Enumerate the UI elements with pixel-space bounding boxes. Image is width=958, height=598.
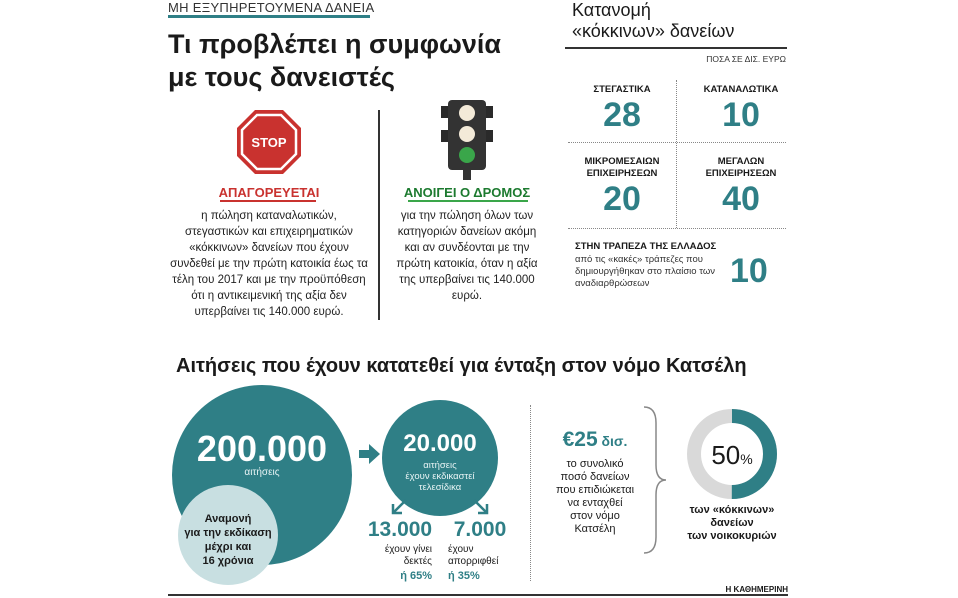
total-applications-value: 200.000: [196, 428, 328, 469]
waiting-line-1: Αναμονή: [204, 513, 252, 525]
rejected-value: 7.000: [453, 518, 507, 541]
grid-divider-horizontal-bottom: [568, 228, 786, 229]
headline-line-1: Τι προβλέπει η συμφωνία: [168, 29, 501, 59]
section-divider: [530, 405, 531, 581]
go-title-underline: [408, 200, 528, 202]
amount-unit: δισ.: [597, 433, 628, 449]
headline-line-2: με τους δανειστές: [168, 62, 395, 92]
distribution-title-line-1: Κατανομή: [572, 0, 651, 20]
stop-sign-text: STOP: [251, 135, 287, 150]
amount-number: €25: [562, 428, 598, 451]
cell-label-line-1: ΜΕΓΑΛΩΝ: [717, 156, 765, 167]
amount-value: [545, 428, 645, 452]
curly-brace-icon: [638, 405, 668, 555]
waiting-text: [178, 512, 278, 568]
grid-divider-horizontal: [568, 142, 786, 143]
cell-label-line-2: ΕΠΙΧΕΙΡΗΣΕΩΝ: [586, 168, 658, 179]
arrow-right-icon: [357, 442, 381, 466]
amount-text: [545, 458, 645, 536]
traffic-light-icon: [441, 100, 493, 180]
rejected-label-line-2: απορριφθεί: [448, 556, 499, 567]
cell-value: 10: [722, 96, 760, 134]
accepted-label-line-2: δεκτές: [403, 556, 432, 567]
amount-line-3: που επιδιώκεται: [555, 484, 635, 496]
cell-value: 40: [722, 180, 760, 218]
stop-title: ΑΠΑΓΟΡΕΥΕΤΑΙ: [218, 185, 320, 200]
section-kicker: ΜΗ ΕΞΥΠΗΡΕΤΟΥΜΕΝΑ ΔΑΝΕΙΑ: [168, 0, 375, 15]
amount-line-5: στον νόμο: [570, 510, 620, 522]
arrow-down-left-icon: [390, 498, 408, 516]
column-divider: [378, 110, 380, 320]
share-unit: %: [740, 451, 753, 467]
share-text: [672, 504, 792, 543]
share-value: [686, 440, 778, 471]
judged-applications-value: 20.000: [403, 430, 477, 457]
rejected-label-line-1: έχουν: [448, 544, 474, 555]
distribution-rule: [565, 47, 787, 49]
judged-applications-label: [382, 460, 498, 493]
bank-value: 10: [730, 252, 768, 290]
stop-sign-icon: [235, 108, 303, 176]
distribution-cell-consumer: [686, 84, 796, 135]
judged-label-line-2: έχουν εκδικαστεί: [405, 471, 475, 482]
share-line-2: δανείων: [710, 517, 754, 529]
share-number: 50: [711, 440, 741, 470]
accepted-percent: ή 65%: [400, 570, 432, 582]
amount-line-2: ποσό δανείων: [560, 471, 630, 483]
distribution-cell-large: [686, 156, 796, 219]
kicker-underline: [168, 15, 370, 18]
judged-label-line-1: αιτήσεις: [423, 460, 457, 471]
distribution-title-line-2: «κόκκινων» δανείων: [572, 21, 735, 41]
source-credit: Η ΚΑΘΗΜΕΡΙΝΗ: [680, 585, 788, 594]
share-line-3: των νοικοκυριών: [687, 530, 777, 542]
amount-line-1: το συνολικό: [566, 458, 624, 470]
distribution-cell-housing: [568, 84, 676, 135]
cell-value: 20: [603, 180, 641, 218]
grid-divider-vertical: [676, 80, 677, 228]
waiting-line-4: 16 χρόνια: [202, 555, 254, 567]
amount-line-4: να ενταχθεί: [567, 497, 623, 509]
go-title: ΑΝΟΙΓΕΙ Ο ΔΡΟΜΟΣ: [403, 185, 531, 200]
distribution-unit: ΠΟΣΑ ΣΕ ΔΙΣ. ΕΥΡΩ: [706, 54, 786, 64]
cell-label: ΣΤΕΓΑΣΤΙΚΑ: [593, 84, 651, 95]
bank-label: ΣΤΗΝ ΤΡΑΠΕΖΑ ΤΗΣ ΕΛΛΑΔΟΣ: [575, 241, 717, 252]
rejected-percent: ή 35%: [448, 570, 480, 582]
footer-rule: [168, 594, 788, 596]
accepted-label: [362, 544, 438, 568]
waiting-line-3: μέχρι και: [204, 541, 252, 553]
amount-line-6: Κατσέλη: [574, 523, 616, 535]
arrow-down-right-icon: [472, 498, 490, 516]
cell-value: 28: [603, 96, 641, 134]
cell-label-line-2: ΕΠΙΧΕΙΡΗΣΕΩΝ: [705, 168, 777, 179]
distribution-title: [572, 0, 734, 42]
waiting-line-2: για την εκδίκαση: [184, 527, 272, 539]
accepted-value: 13.000: [367, 518, 433, 541]
go-text: για την πώληση όλων των κατηγοριών δανείων ακόμη και αν συνδέονται με την πρώτη κατοικία, όταν η αξία της υπερβαίνει τις 140.000 ευρώ.: [396, 210, 538, 302]
rejected-label: [448, 544, 518, 568]
accepted-label-line-1: έχουν γίνει: [384, 544, 432, 555]
stop-text: η πώληση καταναλωτικών, στεγαστικών και επιχειρηματικών «κόκκινων» δανείων που έχουν συνδεθεί με την πρώτη κατοικία έως τα τέλη του 2017 και με την προϋπόθεση ότι η αντικειμενική της αξία δεν υπερβαίνει τις 140.000 ευρώ.: [170, 210, 368, 318]
page-title: [168, 28, 528, 94]
katseli-section-title: Αιτήσεις που έχουν κατατεθεί για ένταξη στον νόμο Κατσέλη: [176, 355, 747, 377]
bank-description: από τις «κακές» τράπεζες που δημιουργήθηκαν στο πλαίσιο των αναδιαρθρώσεων: [575, 254, 716, 289]
judged-label-line-3: τελεσίδικα: [418, 482, 462, 493]
cell-label-line-1: ΜΙΚΡΟΜΕΣΑΙΩΝ: [584, 156, 660, 167]
cell-label: ΚΑΤΑΝΑΛΩΤΙΚΑ: [703, 84, 779, 95]
total-applications-label: αιτήσεις: [244, 467, 280, 478]
stop-title-underline: [220, 200, 316, 202]
distribution-cell-sme: [568, 156, 676, 219]
share-line-1: των «κόκκινων»: [689, 504, 775, 516]
